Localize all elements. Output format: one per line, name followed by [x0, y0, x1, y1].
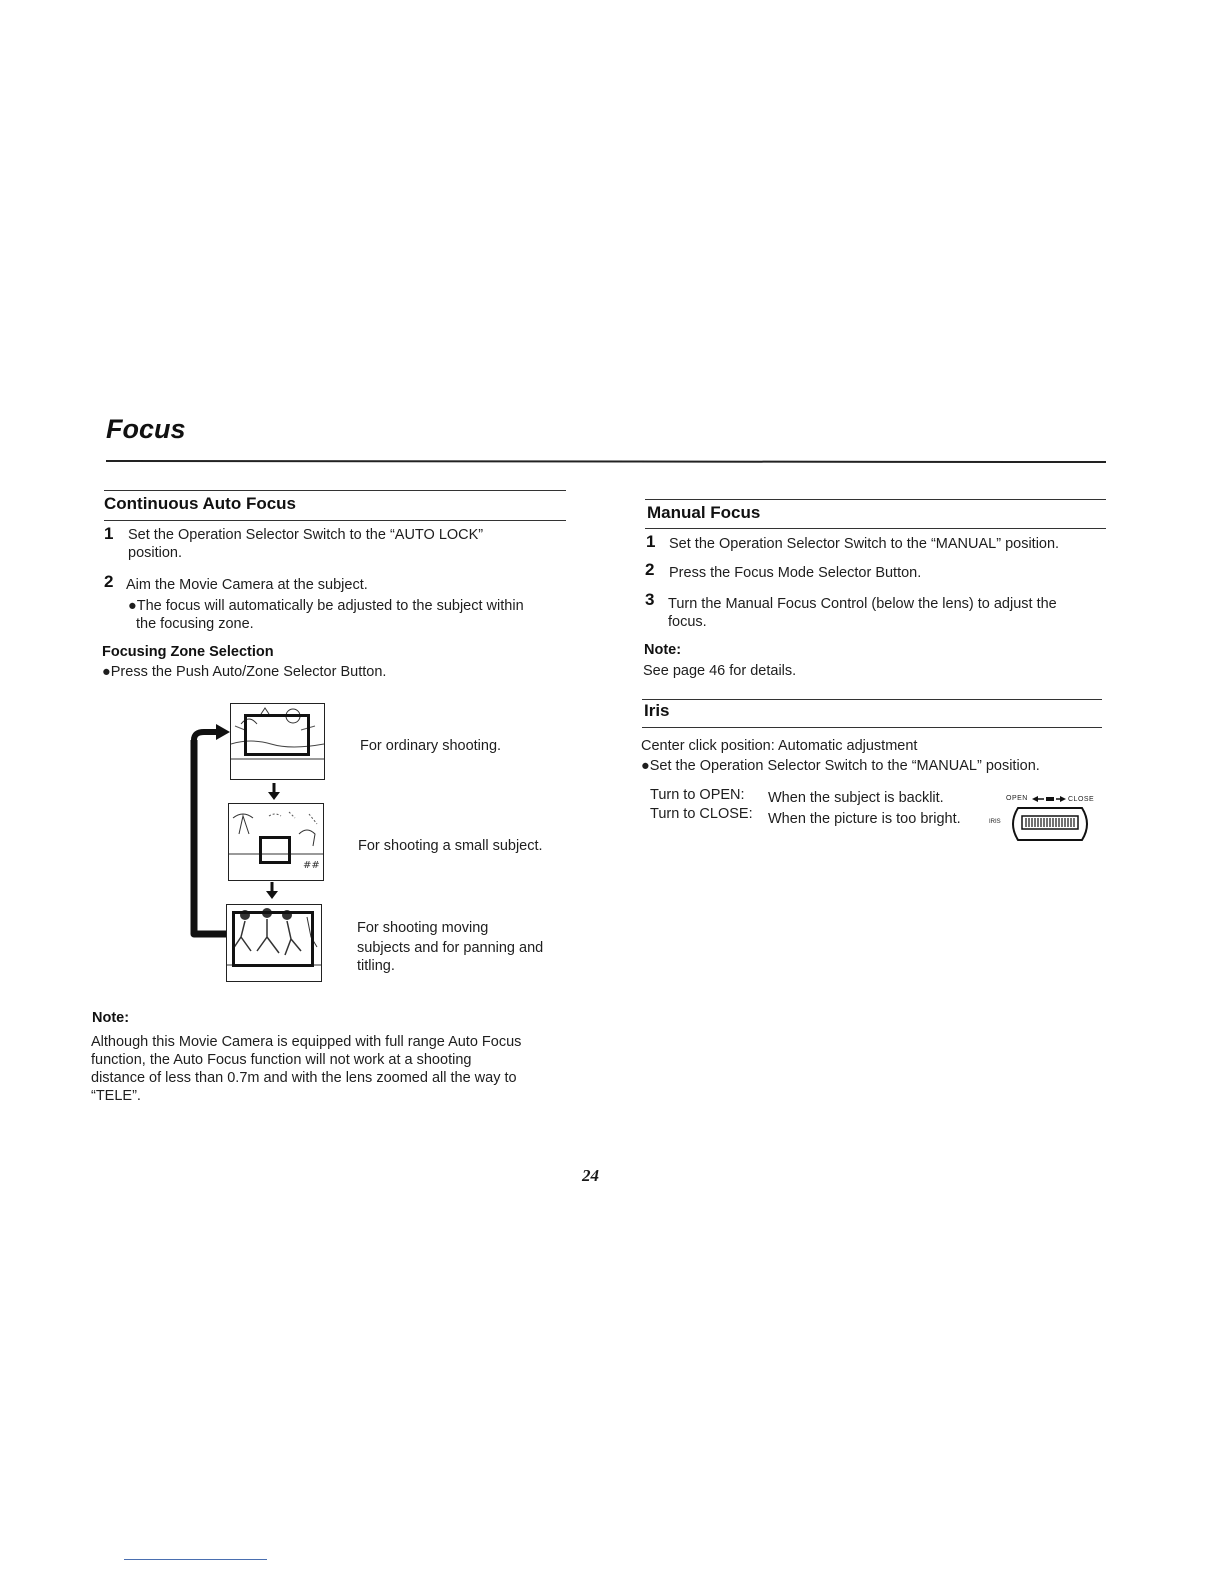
focus-zone-large	[244, 714, 310, 756]
focus-zone-small	[259, 836, 291, 864]
step-text: Turn the Manual Focus Control (below the lens) to adjust the	[668, 596, 1057, 612]
zone-frame-moving	[226, 904, 322, 982]
note-text: function, the Auto Focus function will not work at a shooting	[91, 1052, 472, 1068]
step-text: position.	[128, 545, 183, 561]
zone-bullet: ●Press the Push Auto/Zone Selector Button.	[102, 664, 387, 680]
open-close-arrows-icon	[1030, 795, 1068, 805]
section-rule-top	[104, 490, 566, 491]
zone-label: titling.	[357, 958, 395, 974]
iris-close-text: When the picture is too bright.	[768, 811, 961, 827]
iris-label-small: IRIS	[989, 819, 1001, 825]
svg-text:##: ##	[303, 860, 320, 871]
section-rule-bottom	[645, 528, 1106, 529]
step-text: focus.	[668, 614, 707, 630]
iris-text: Center click position: Automatic adjustment	[641, 738, 918, 754]
title-rule	[106, 460, 1106, 463]
page-title: Focus	[106, 414, 186, 444]
zone-heading: Focusing Zone Selection	[102, 644, 274, 660]
note-text: distance of less than 0.7m and with the lens zoomed all the way to	[91, 1070, 517, 1086]
zone-label: For shooting moving	[357, 920, 489, 936]
iris-open-label-small: OPEN	[1006, 795, 1028, 802]
page-number: 24	[582, 1166, 599, 1185]
continuous-af-heading: Continuous Auto Focus	[104, 494, 297, 513]
note-text: “TELE”.	[91, 1088, 141, 1104]
iris-heading: Iris	[644, 701, 670, 720]
step-number: 1	[104, 524, 114, 543]
section-rule-bottom	[642, 727, 1102, 728]
step-number: 2	[645, 560, 655, 579]
zone-frame-ordinary	[230, 703, 325, 780]
note-text: See page 46 for details.	[643, 663, 797, 679]
step-bullet: ●The focus will automatically be adjusted to the subject within	[128, 598, 524, 614]
iris-dial-icon	[1008, 806, 1092, 842]
iris-close-label-small: CLOSE	[1068, 796, 1095, 803]
step-bullet-continued: the focusing zone.	[136, 616, 254, 632]
step-number: 2	[104, 572, 114, 591]
iris-open-text: When the subject is backlit.	[768, 790, 944, 806]
step-number: 1	[646, 532, 656, 551]
step-text: Set the Operation Selector Switch to the “AUTO LOCK”	[128, 527, 484, 543]
zone-label: For shooting a small subject.	[358, 838, 543, 854]
zone-label: For ordinary shooting.	[360, 738, 502, 754]
note-heading: Note:	[644, 642, 682, 658]
manual-focus-heading: Manual Focus	[647, 503, 761, 522]
arrow-down-icon	[265, 882, 279, 900]
step-number: 3	[645, 590, 655, 609]
note-heading: Note:	[92, 1010, 130, 1026]
step-text: Set the Operation Selector Switch to the “MANUAL” position.	[669, 536, 1060, 552]
section-rule-top	[642, 699, 1102, 700]
note-text: Although this Movie Camera is equipped with full range Auto Focus	[91, 1034, 522, 1050]
section-rule-bottom	[104, 520, 566, 521]
focus-zone-wide	[232, 911, 314, 967]
zone-frame-small	[228, 803, 324, 881]
scan-artifact-line	[124, 1559, 267, 1560]
arrow-down-icon	[267, 783, 281, 801]
zone-label: subjects and for panning and	[357, 940, 544, 956]
iris-bullet: ●Set the Operation Selector Switch to the “MANUAL” position.	[641, 758, 1040, 774]
section-rule-top	[645, 499, 1106, 500]
step-text: Aim the Movie Camera at the subject.	[126, 577, 368, 593]
iris-open-label: Turn to OPEN:	[650, 787, 745, 803]
step-text: Press the Focus Mode Selector Button.	[669, 565, 922, 581]
iris-close-label: Turn to CLOSE:	[650, 806, 753, 822]
